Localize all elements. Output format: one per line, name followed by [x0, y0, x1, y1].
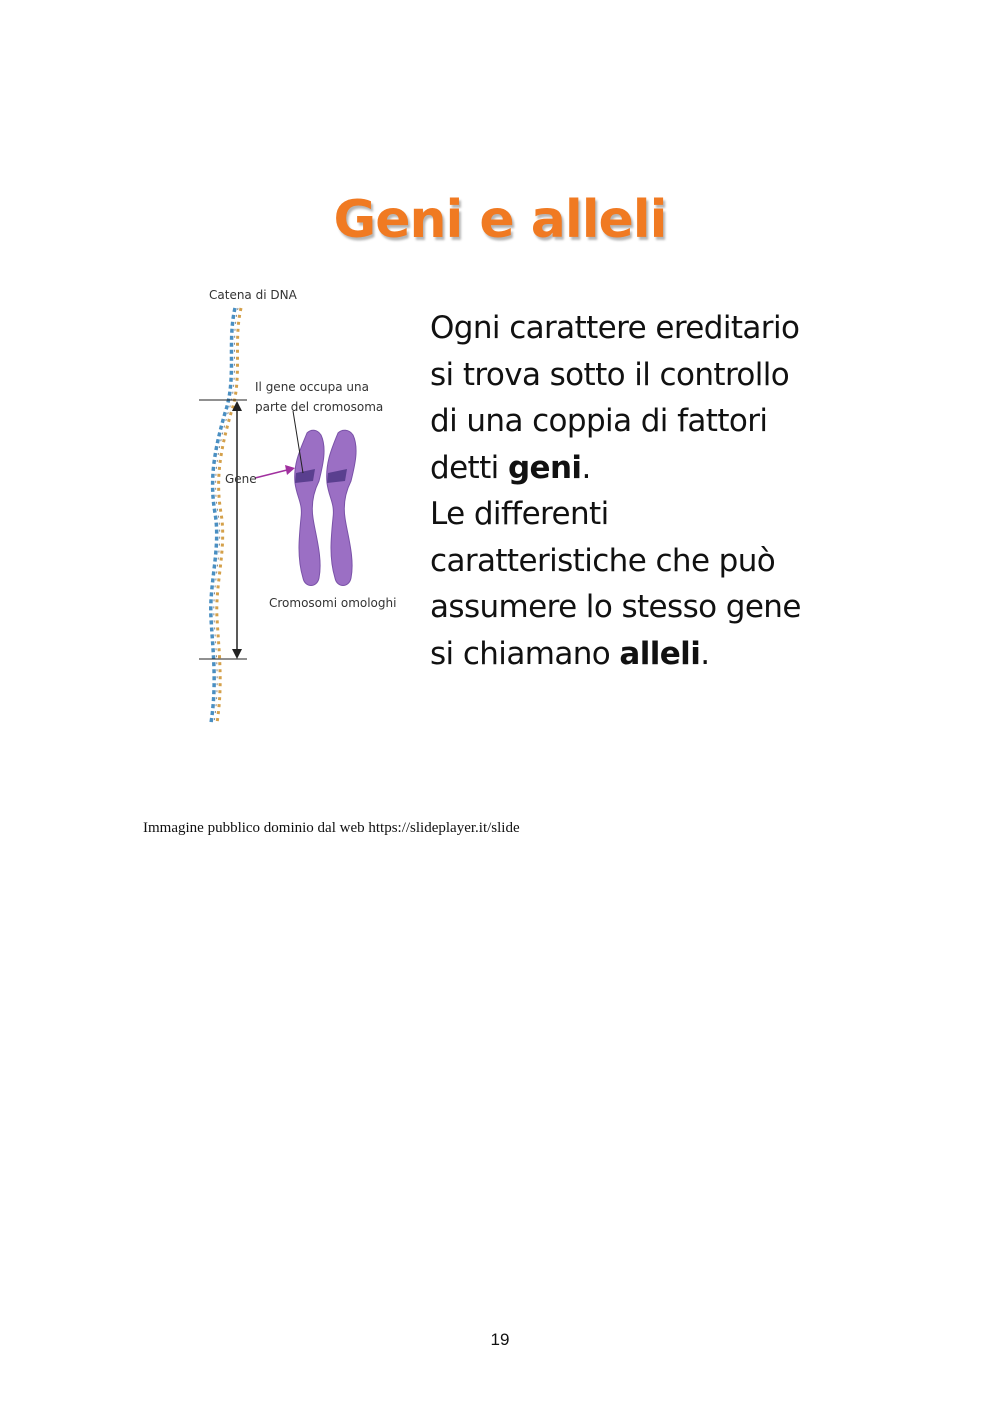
body-line: Ogni carattere ereditario: [430, 310, 800, 346]
gene-span-arrow: [232, 401, 242, 659]
slide-title: Geni e alleli: [333, 190, 667, 250]
image-source-caption: Immagine pubblico dominio dal web https://slideplayer.it/slide: [143, 820, 520, 836]
body-line: [430, 631, 850, 678]
term-alleli: alleli: [619, 635, 701, 672]
body-line-prefix: si chiamano: [430, 635, 620, 672]
gene-arrow: [255, 465, 295, 478]
dna-chromosome-figure: [195, 283, 410, 728]
label-homologous-chromosomes: Cromosomi omologhi: [269, 596, 397, 610]
body-line-suffix: .: [581, 449, 591, 486]
label-gene: Gene: [225, 472, 257, 486]
body-line: Le differenti: [430, 496, 609, 532]
body-line-suffix: .: [700, 635, 710, 672]
label-dna-chain: Catena di DNA: [209, 288, 297, 302]
body-line: assumere lo stesso gene: [430, 589, 801, 625]
body-line: [430, 445, 850, 492]
body-line-prefix: detti: [430, 449, 508, 486]
label-gene-part-2: parte del cromosoma: [255, 400, 384, 414]
body-line: di una coppia di fattori: [430, 403, 768, 439]
homologous-chromosomes: [295, 430, 356, 585]
label-gene-part-1: Il gene occupa una: [255, 380, 369, 394]
term-geni: geni: [507, 449, 582, 486]
page-number: 19: [490, 1330, 510, 1349]
body-line: si trova sotto il controllo: [430, 356, 790, 393]
body-line: caratteristiche che può: [430, 542, 776, 579]
slide-body-text: [430, 305, 850, 677]
